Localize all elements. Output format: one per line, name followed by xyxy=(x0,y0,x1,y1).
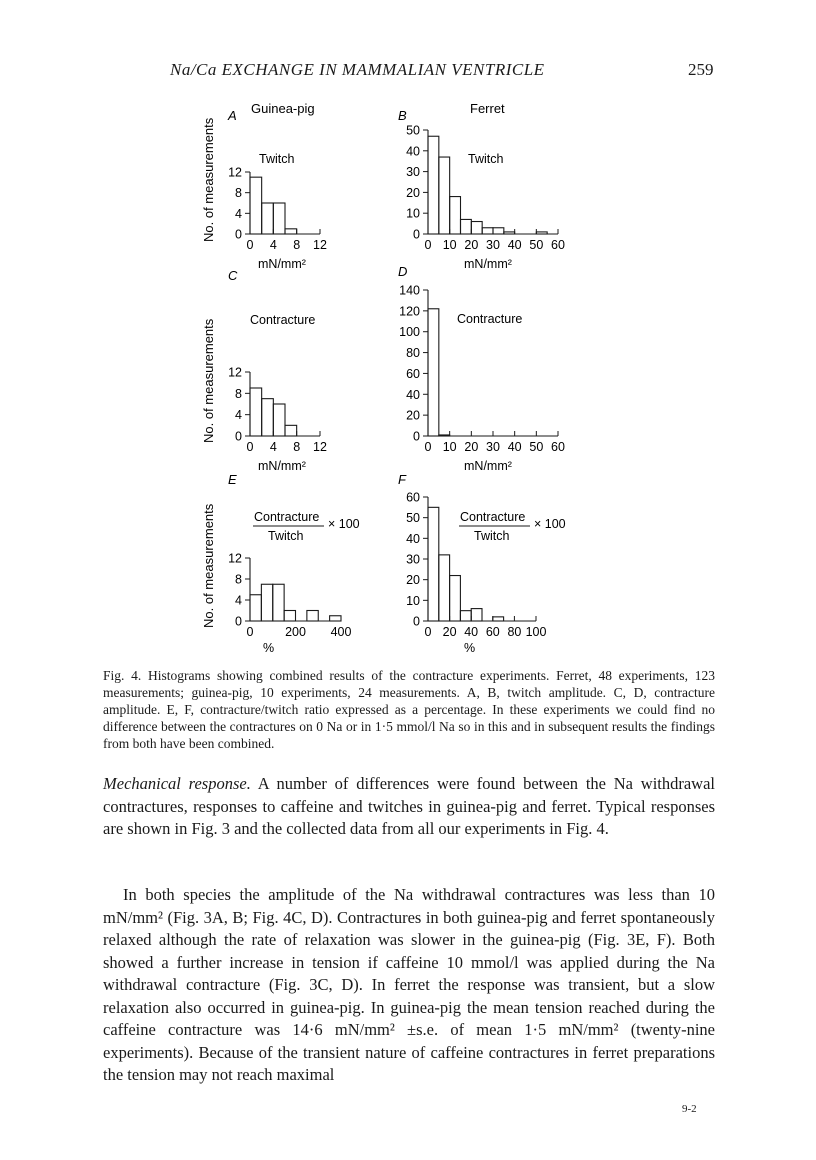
panel-letter-e: E xyxy=(228,472,237,487)
histogram-bar-a xyxy=(250,177,262,234)
x-tick-label-b: 10 xyxy=(442,238,457,252)
species-label-ferret: Ferret xyxy=(470,101,505,116)
y-tick-label-e: 8 xyxy=(235,572,242,587)
y-tick-label-c: 8 xyxy=(235,386,242,401)
x-tick-label-f: 0 xyxy=(424,625,432,639)
x-tick-label-e: 400 xyxy=(330,625,352,639)
histogram-bar-e xyxy=(273,584,284,621)
x-tick-label-f: 80 xyxy=(507,625,522,639)
x-tick-label-c: 12 xyxy=(313,440,327,454)
x-tick-label-b: 60 xyxy=(551,238,565,252)
x-tick-label-d: 10 xyxy=(442,440,457,454)
y-tick-label-b: 50 xyxy=(406,123,420,138)
y-tick-label-d: 80 xyxy=(406,346,420,361)
histogram-bar-c xyxy=(285,425,297,436)
y-tick-label-a: 8 xyxy=(235,186,242,201)
panel-label-c: Contracture xyxy=(250,313,316,327)
histogram-bar-f xyxy=(428,507,439,621)
x-tick-label-d: 40 xyxy=(507,440,522,454)
section-lead: Mechanical response. xyxy=(103,774,251,793)
x-tick-label-f: 60 xyxy=(485,625,500,639)
y-tick-label-c: 4 xyxy=(235,408,242,423)
histogram-panel-c xyxy=(228,268,327,473)
species-label-guinea-pig: Guinea-pig xyxy=(251,101,315,116)
x-axis-unit-d: mN/mm² xyxy=(464,459,512,473)
x-axis-unit-a: mN/mm² xyxy=(258,257,306,271)
y-tick-label-d: 0 xyxy=(413,429,420,444)
y-tick-label-b: 0 xyxy=(413,227,420,242)
x-axis-unit-b: mN/mm² xyxy=(464,257,512,271)
x-tick-label-d: 60 xyxy=(551,440,565,454)
histogram-panel-e xyxy=(228,472,351,655)
y-tick-label-e: 12 xyxy=(228,551,242,566)
y-tick-label-d: 60 xyxy=(406,366,420,381)
histogram-bar-e xyxy=(307,611,318,622)
y-tick-label-f: 20 xyxy=(406,573,420,588)
y-tick-label-b: 10 xyxy=(406,206,420,221)
histogram-bar-e xyxy=(250,595,261,621)
caption-text: Histograms showing combined results of the contracture experiments. Ferret, 48 experiments, 123 measurements; guinea-pig, 10 experiments, 24 measurements. A, B, twitch amplitude. C, D, contracture amplitude. E, F, contracture/twitch ratio expressed as a percentage. In these experiments we could find no difference between the contractures on 0 Na or in 1·5 mmol/l Na so in this and in subsequent results the findings from both have been combined. xyxy=(103,668,716,751)
histogram-bar-e xyxy=(261,584,272,621)
histogram-bar-b xyxy=(493,228,504,234)
y-tick-label-f: 30 xyxy=(406,552,420,567)
y-tick-label-b: 20 xyxy=(406,185,420,200)
y-tick-label-e: 4 xyxy=(235,593,242,608)
body-paragraph-1 xyxy=(103,773,715,841)
x-axis-unit-e: % xyxy=(263,641,275,655)
histogram-bar-e xyxy=(284,611,295,622)
y-tick-label-d: 120 xyxy=(399,304,420,319)
y-tick-label-f: 60 xyxy=(406,490,420,505)
x-tick-label-a: 4 xyxy=(269,238,277,252)
caption-label: Fig. 4. xyxy=(103,668,142,683)
x-tick-label-b: 50 xyxy=(529,238,544,252)
fraction-denominator-e: Twitch xyxy=(268,529,304,543)
fraction-multiplier-f: × 100 xyxy=(534,517,566,531)
fraction-label-e xyxy=(253,510,360,543)
panel-letter-f: F xyxy=(398,472,406,487)
histogram-bar-f xyxy=(460,611,471,621)
x-tick-label-d: 30 xyxy=(486,440,500,454)
x-tick-label-b: 20 xyxy=(464,238,479,252)
page-number: 259 xyxy=(688,60,714,79)
histogram-panel-d xyxy=(398,264,565,473)
x-axis-unit-c: mN/mm² xyxy=(258,459,306,473)
y-tick-label-d: 20 xyxy=(406,408,420,423)
y-tick-label-b: 40 xyxy=(406,144,420,159)
histogram-bar-a xyxy=(285,229,297,234)
fraction-numerator-f: Contracture xyxy=(460,510,526,524)
y-tick-label-a: 12 xyxy=(228,165,242,180)
x-tick-label-a: 0 xyxy=(246,238,254,252)
y-tick-label-b: 30 xyxy=(406,165,420,180)
x-tick-label-e: 200 xyxy=(285,625,306,639)
x-tick-label-c: 0 xyxy=(246,440,254,454)
histogram-bar-f xyxy=(493,617,504,621)
x-tick-label-b: 0 xyxy=(424,238,432,252)
panel-letter-c: C xyxy=(228,268,238,283)
y-tick-label-a: 0 xyxy=(235,227,242,242)
y-tick-label-f: 0 xyxy=(413,614,420,629)
histogram-bar-c xyxy=(250,388,262,436)
paragraph-1-text: A number of differences were found between the Na withdrawal contractures, responses to caffeine and twitches in guinea-pig and ferret. Typical responses are shown in Fig. 3 and the collected data from all our experiments in Fig. 4. xyxy=(103,774,716,838)
histogram-bar-c xyxy=(273,404,285,436)
x-tick-label-b: 30 xyxy=(486,238,500,252)
y-tick-label-f: 40 xyxy=(406,531,420,546)
ylabel-row-2: No. of measurements xyxy=(201,318,216,443)
y-tick-label-d: 100 xyxy=(399,325,420,340)
histogram-bar-f xyxy=(471,609,482,621)
ylabel-row-3: No. of measurements xyxy=(201,503,216,628)
running-title: Na/Ca EXCHANGE IN MAMMALIAN VENTRICLE xyxy=(170,60,545,79)
x-tick-label-c: 4 xyxy=(269,440,277,454)
x-tick-label-d: 50 xyxy=(529,440,544,454)
fraction-label-f xyxy=(459,510,566,543)
histogram-bar-f xyxy=(439,555,450,621)
fraction-multiplier-e: × 100 xyxy=(328,517,360,531)
y-tick-label-c: 0 xyxy=(235,429,242,444)
histogram-bar-b xyxy=(471,222,482,234)
histogram-bar-c xyxy=(262,399,274,436)
histogram-panel-f xyxy=(398,472,546,655)
panel-label-d: Contracture xyxy=(457,312,523,326)
x-tick-label-d: 0 xyxy=(424,440,432,454)
histogram-bar-d xyxy=(428,309,439,436)
histogram-bar-b xyxy=(461,219,472,234)
fraction-numerator-e: Contracture xyxy=(254,510,320,524)
y-tick-label-d: 140 xyxy=(399,283,420,298)
body-paragraph-2: In both species the amplitude of the Na withdrawal contractures was less than 10 mN/mm² (Fig. 3A, B; Fig. 4C, D). Contractures in both guinea-pig and ferret spontaneously relaxed although the rate of relaxation was slower in the guinea-pig (Fig. 3E, F). Both showed a further increase in tension if caffeine 10 mmol/l was applied during the Na withdrawal contracture (Fig. 3C, D). In ferret the response was transient, but a slow relaxation also occurred in guinea-pig. In guinea-pig the mean tension reached during the caffeine contracture was 14·6 mN/mm² ±s.e. of mean 1·5 mN/mm² (twenty-nine experiments). Because of the transient nature of caffeine contractures in ferret preparations the tension may not reach maximal xyxy=(103,885,715,1084)
panel-letter-b: B xyxy=(398,108,407,123)
histogram-panel-a xyxy=(227,108,327,271)
histogram-bar-b xyxy=(439,157,450,234)
ylabel-row-1: No. of measurements xyxy=(201,117,216,242)
x-tick-label-d: 20 xyxy=(464,440,479,454)
x-tick-label-a: 8 xyxy=(293,238,301,252)
panel-letter-d: D xyxy=(398,264,408,279)
x-tick-label-f: 100 xyxy=(525,625,547,639)
histogram-bar-e xyxy=(330,616,341,621)
y-tick-label-f: 10 xyxy=(406,593,420,608)
histogram-bar-f xyxy=(450,576,461,621)
panel-letter-a: A xyxy=(228,108,237,123)
x-axis-unit-f: % xyxy=(464,641,476,655)
x-tick-label-c: 8 xyxy=(293,440,301,454)
fraction-denominator-f: Twitch xyxy=(474,529,510,543)
panel-label-a: Twitch xyxy=(259,152,295,166)
x-tick-label-f: 20 xyxy=(442,625,457,639)
y-tick-label-a: 4 xyxy=(235,206,242,221)
y-tick-label-e: 0 xyxy=(235,614,242,629)
figure-caption xyxy=(103,667,715,752)
histogram-bar-b xyxy=(428,136,439,234)
x-tick-label-e: 0 xyxy=(246,625,254,639)
x-tick-label-b: 40 xyxy=(507,238,522,252)
histogram-bar-b xyxy=(450,197,461,234)
histogram-panel-b xyxy=(398,108,565,271)
histogram-bar-a xyxy=(273,203,285,234)
y-tick-label-c: 12 xyxy=(228,365,242,380)
histogram-bar-b xyxy=(482,228,493,234)
panel-label-b: Twitch xyxy=(468,152,504,166)
printer-signature: 9-2 xyxy=(682,1103,697,1115)
x-tick-label-f: 40 xyxy=(464,625,479,639)
x-tick-label-a: 12 xyxy=(313,238,327,252)
histogram-bar-a xyxy=(262,203,274,234)
y-tick-label-d: 40 xyxy=(406,387,420,402)
y-tick-label-f: 50 xyxy=(406,511,420,526)
